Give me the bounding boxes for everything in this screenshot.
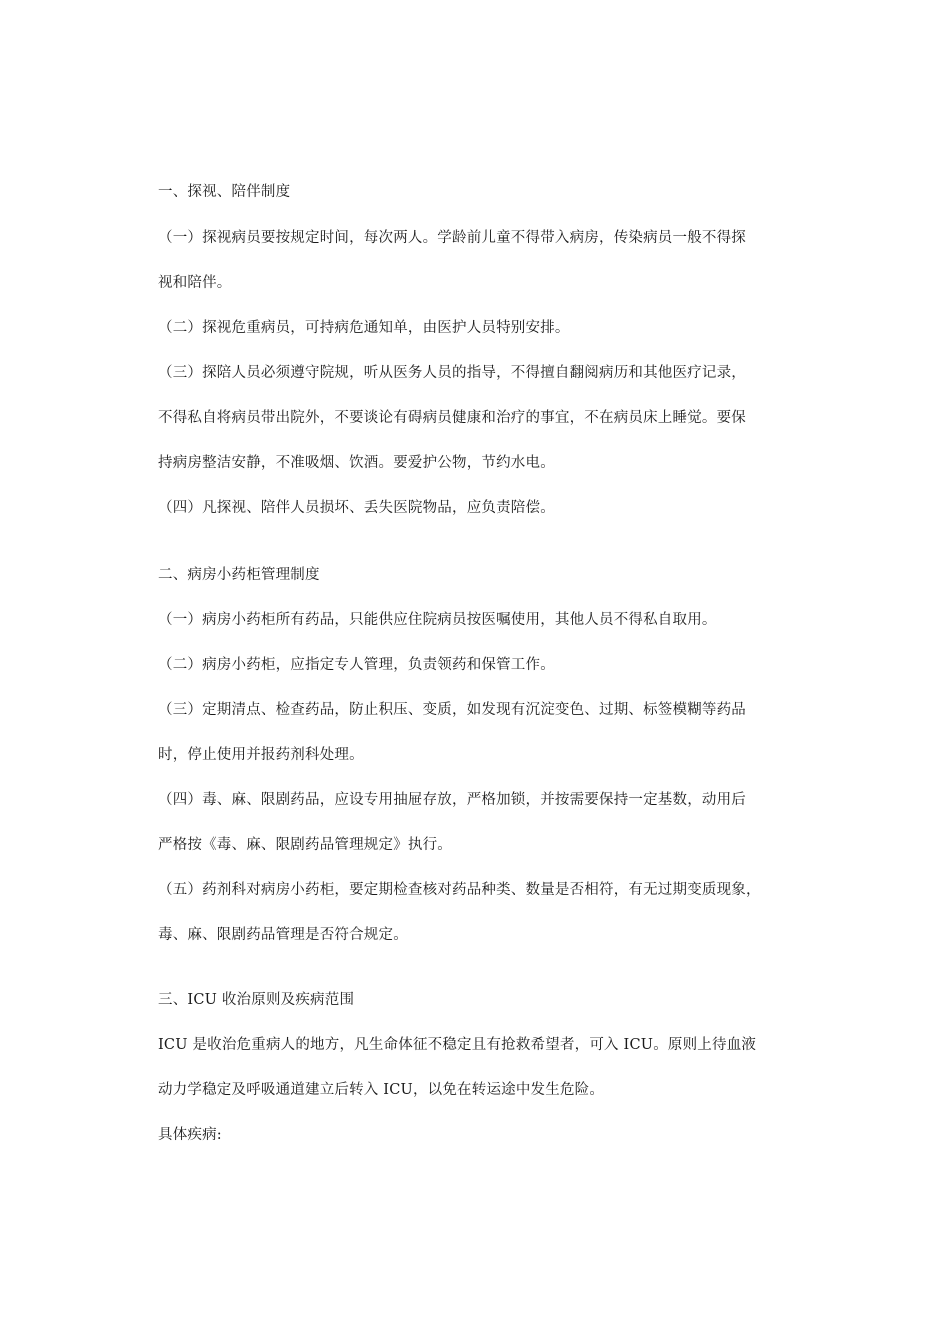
paragraph-line: （五）药剂科对病房小药柜，要定期检查核对药品种类、数量是否相符，有无过期变质现象，	[158, 882, 761, 898]
paragraph-line: （一）探视病员要按规定时间，每次两人。学龄前儿童不得带入病房，传染病员一般不得探	[158, 230, 746, 246]
paragraph-line: （三）探陪人员必须遵守院规，听从医务人员的指导，不得擅自翻阅病历和其他医疗记录，	[158, 365, 746, 381]
paragraph-line: （一）病房小药柜所有药品，只能供应住院病员按医嘱使用，其他人员不得私自取用。	[158, 612, 717, 628]
paragraph-line: 动力学稳定及呼吸通道建立后转入 ICU，以免在转运途中发生危险。	[158, 1082, 605, 1098]
paragraph-line: 具体疾病:	[158, 1127, 222, 1143]
section-heading-medicine-cabinet: 二、病房小药柜管理制度	[158, 567, 320, 583]
paragraph-line: 严格按《毒、麻、限剧药品管理规定》执行。	[158, 837, 452, 853]
section-heading-icu: 三、ICU 收治原则及疾病范围	[158, 992, 355, 1008]
section-heading-visitation: 一、探视、陪伴制度	[158, 184, 291, 200]
paragraph-line: ICU 是收治危重病人的地方，凡生命体征不稳定且有抢救希望者，可入 ICU。原则上待血液	[158, 1037, 757, 1053]
paragraph-line: 毒、麻、限剧药品管理是否符合规定。	[158, 927, 408, 943]
paragraph-line: （二）探视危重病员，可持病危通知单，由医护人员特别安排。	[158, 320, 570, 336]
paragraph-line: （四）凡探视、陪伴人员损坏、丢失医院物品，应负责陪偿。	[158, 500, 555, 516]
paragraph-line: （三）定期清点、检查药品，防止积压、变质，如发现有沉淀变色、过期、标签模糊等药品	[158, 702, 746, 718]
paragraph-line: 持病房整洁安静，不准吸烟、饮酒。要爱护公物，节约水电。	[158, 455, 555, 471]
paragraph-line: （二）病房小药柜，应指定专人管理，负责领药和保管工作。	[158, 657, 555, 673]
paragraph-line: 视和陪伴。	[158, 275, 232, 291]
paragraph-line: （四）毒、麻、限剧药品，应设专用抽屉存放，严格加锁，并按需要保持一定基数，动用后	[158, 792, 746, 808]
paragraph-line: 时，停止使用并报药剂科处理。	[158, 747, 364, 763]
paragraph-line: 不得私自将病员带出院外，不要谈论有碍病员健康和治疗的事宜，不在病员床上睡觉。要保	[158, 410, 746, 426]
